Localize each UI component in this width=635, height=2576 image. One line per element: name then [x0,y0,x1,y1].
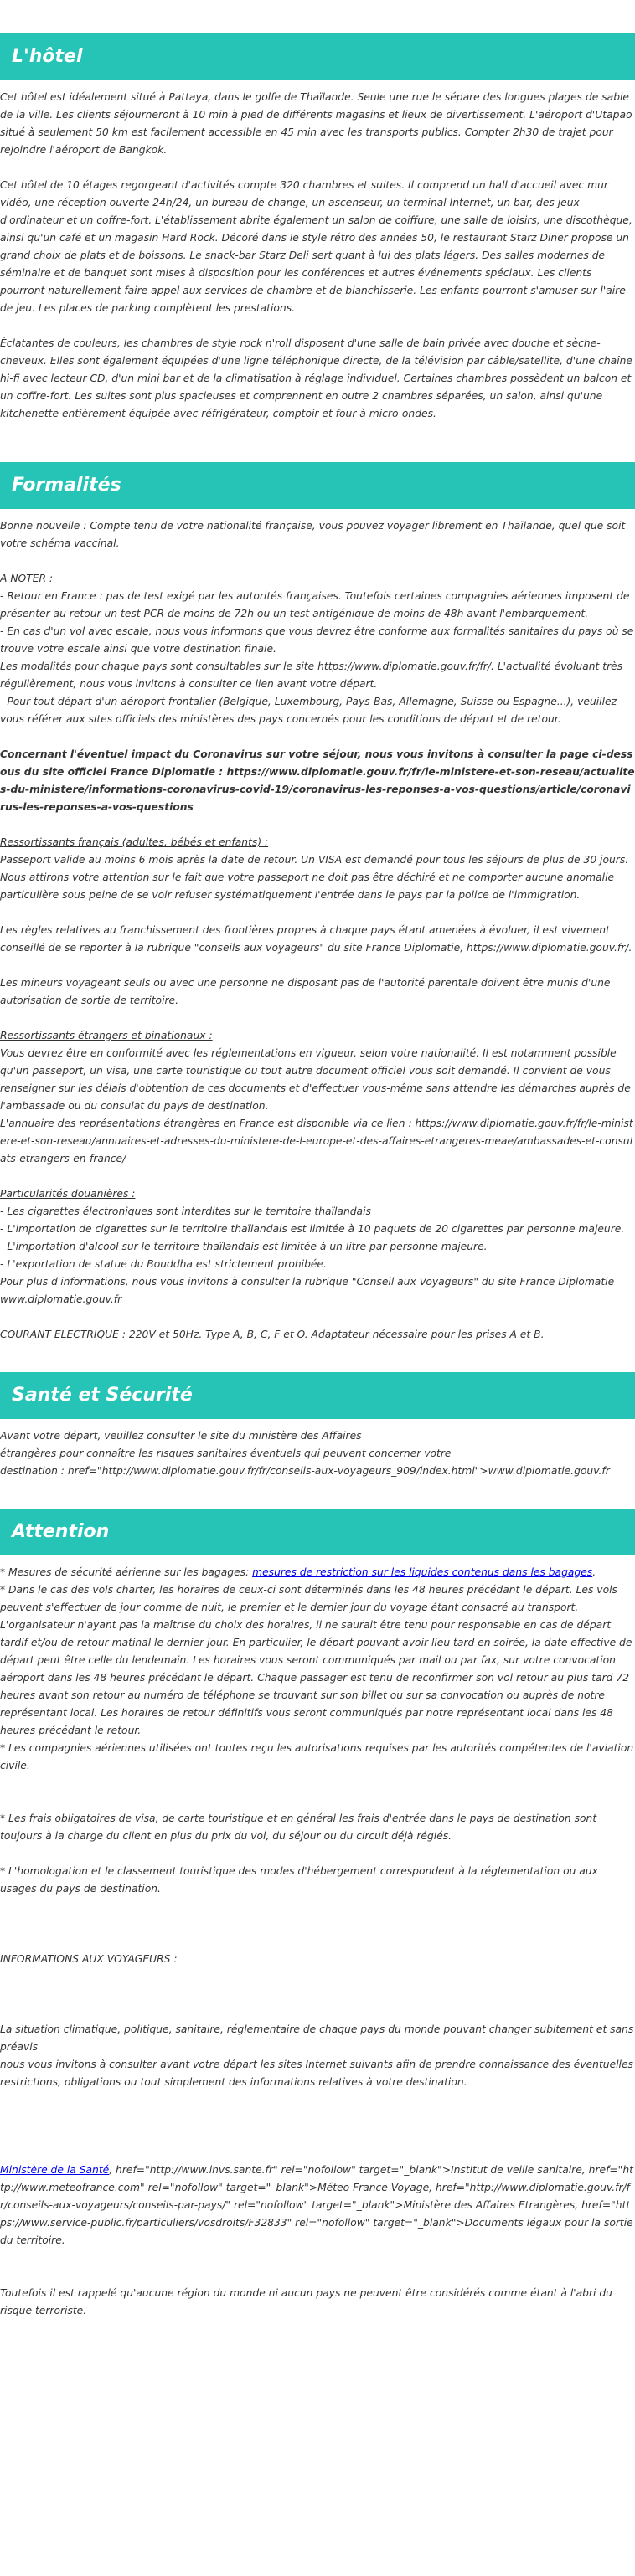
bagages-suffix: . [592,1566,596,1578]
resid-etr-text: Vous devrez être en conformité avec les réglementations en vigueur, selon votre nationalité. Il est notamment possible qu'un passeport, un visa, une carte touristique ou tout autre document officiel vous soit demandé. Il convient de vous renseigner sur les délais d'obtention de ces documents et d'effectuer vous-même sans attendre les démarches auprès de l'ambassade ou du consulat du pays de destination. [0,1047,631,1112]
situation-line: La situation climatique, politique, sanitaire, réglementaire de chaque pays du monde pouvant changer subitement et sans préavis [0,2023,634,2053]
sante-line: Avant votre départ, veuillez consulter le site du ministère des Affaires [0,1430,362,1442]
sante-line: destination : href="http://www.diplomatie.gouv.fr/fr/conseils-aux-voyageurs_909/index.html">www.diplomatie.gouv.fr [0,1465,610,1477]
ministere-sante-link[interactable]: Ministère de la Santé [0,2164,110,2176]
resid-fr-title: Ressortissants français (adultes, bébés et enfants) : [0,836,269,848]
top-spacer [0,0,635,33]
note-title: A NOTER : [0,573,54,584]
bagages-prefix: * Mesures de sécurité aérienne sur les bagages: [0,1566,253,1578]
douane-line: Pour plus d'informations, nous vous invitons à consulter la rubrique "Conseil aux Voyageurs" du site France Diplomatie www.diplomatie.gouv.fr [0,1276,615,1305]
annuaire-text: L'annuaire des représentations étrangères en France est disponible via ce lien : https://www.diplomatie.gouv.fr/fr/le-ministere-et-son-reseau/annuaires-et-adresses-du-ministere-de-l-europe-et-des-affaires-etrangeres-meae/ambassades-et-consulats-etrangers-en-france/ [0,1118,633,1165]
douane-line: - L'importation de cigarettes sur le territoire thaïlandais est limitée à 10 paquets de 20 cigarettes par personne majeure. [0,1223,625,1235]
sites-links-rest: , href="http://www.invs.sante.fr" rel="nofollow" target="_blank">Institut de veille sanitaire, href="http://www.meteofrance.com" rel="nofollow" target="_blank">Méteo France Voyage, href="http://www.diplomatie.gouv.fr/fr/conseils-aux-voyageurs/conseils-par-pays/" rel="nofollow" target="_blank">Ministère des Affaires Etrangères, href="https://www.service-public.fr/particuliers/vosdroits/F32833" rel="nofollow" target="_blank">Documents légaux pour la sortie du territoire. [0,2164,633,2246]
formalites-good-news: Bonne nouvelle : Compte tenu de votre nationalité française, vous pouvez voyager librement en Thaïlande, quel que soit votre schéma vaccinal. [0,520,626,549]
coronavirus-notice: Concernant l'éventuel impact du Coronavirus sur votre séjour, nous vous invitons à consulter la page ci-dessous du site officiel France Diplomatie : https://www.diplomatie.gouv.fr/fr/le-ministere-et-son-reseau/actualites-du-ministere/informations-coronavirus-covid-19/coronavirus-les-reponses-a-vos-questions/article/coronavirus-les-reponses-a-vos-questions [0,748,635,813]
liquides-restriction-link[interactable]: mesures de restriction sur les liquides contenus dans les bagages [252,1566,593,1578]
situation-line: nous vous invitons à consulter avant votre départ les sites Internet suivants afin de prendre connaissance des éventuelles restrictions, obligations ou tout simplement des informations relatives à votre destination. [0,2059,633,2088]
douane-line: - Les cigarettes électroniques sont interdites sur le territoire thaïlandais [0,1206,371,1217]
resid-fr-text: Passeport valide au moins 6 mois après la date de retour. Un VISA est demandé pour tous les séjours de plus de 30 jours. Nous attirons votre attention sur le fait que votre passeport ne doit pas être déchiré et ne comporter aucune anomalie particulière sous peine de se voir refuser systématiquement l'entrée dans le pays par la police de l'immigration. [0,854,629,901]
courant-electrique: COURANT ELECTRIQUE : 220V et 50Hz. Type A, B, C, F et O. Adaptateur nécessaire pour les prises A et B. [0,1329,545,1340]
regles-frontieres: Les règles relatives au franchissement des frontières propres à chaque pays étant amenées à évoluer, il est vivement conseillé de se reporter à la rubrique "conseils aux voyageurs" du site France Diplomatie, https://www.diplomatie.gouv.fr/. [0,924,632,954]
hotel-paragraph-facilities: Cet hôtel de 10 étages regorgeant d'activités compte 320 chambres et suites. Il comprend un hall d'accueil avec mur vidéo, une réception ouverte 24h/24, un bureau de change, un ascenseur, un terminal Internet, un bar, des jeux d'ordinateur et un coffre-fort. L'établissement abrite également un salon de coiffure, une salle de loisirs, une discothèque, ainsi qu'un café et un magasin Hard Rock. Décoré dans le style rétro des années 50, le restaurant Starz Diner propose un grand choix de plats et de boissons. Le snack-bar Starz Deli sert quant à lui des plats légers. Des salles modernes de séminaire et de banquet sont mises à disposition pour les conférences et autres événements spéciaux. Les clients pourront naturellement faire appel aux services de chambre et de blanchisserie. Les enfants pourront s'amuser sur l'aire de jeu. Les places de parking complètent les prestations. [0,179,632,314]
section-header-hotel: L'hôtel [0,33,635,80]
section-header-attention: Attention [0,1509,635,1555]
hotel-paragraph-rooms: Éclatantes de couleurs, les chambres de style rock n'roll disposent d'une salle de bain privée avec douche et sèche-cheveux. Elles sont également équipées d'une ligne téléphonique directe, de la télévision par câble/satellite, d'une chaîne hi-fi avec lecteur CD, d'un mini bar et de la climatisation à réglage individuel. Certaines chambres possèdent un balcon et un coffre-fort. Les suites sont plus spacieuses et comprennent en outre 2 chambres séparées, un salon, ainsi qu'une kitchenette entièrement équipée avec réfrigérateur, comptoir et four à micro-ondes. [0,337,632,419]
attention-content [0,1555,635,2320]
note-line: - Retour en France : pas de test exigé par les autorités françaises. Toutefois certaines compagnies aériennes imposent de présenter au retour un test PCR de moins de 72h ou un test antigénique de moins de 48h avant l'embarquement. [0,590,630,620]
homologation-text: * L'homologation et le classement touristique des modes d'hébergement correspondent à la réglementation ou aux usages du pays de destination. [0,1865,598,1895]
douane-line: - L'exportation de statue du Bouddha est strictement prohibée. [0,1258,327,1270]
terrorisme-text: Toutefois il est rappelé qu'aucune région du monde ni aucun pays ne peuvent être considérés comme étant à l'abri du risque terroriste. [0,2287,612,2316]
douane-line: - L'importation d'alcool sur le territoire thaïlandais est limitée à un litre par personne majeure. [0,1241,488,1252]
resid-etr-title: Ressortissants étrangers et binationaux : [0,1030,213,1041]
charter-flights-text: * Dans le cas des vols charter, les horaires de ceux-ci sont déterminés dans les 48 heures précédant le départ. Les vols peuvent s'effectuer de jour comme de nuit, le premier et le dernier jour du voyage étant consacré au transport. L'organisateur n'ayant pas la maîtrise du choix des horaires, il ne saurait être tenu pour responsable en cas de départ tardif et/ou de retour matinal le dernier jour. En particulier, le départ pouvant avoir lieu tard en soirée, la date effective de départ peut être celle du lendemain. Les horaires vous seront communiqués par mail ou par fax, sur votre convocation aéroport dans les 48 heures précédant le départ. Chaque passager est tenu de reconfirmer son vol retour au plus tard 72 heures avant son retour au numéro de téléphone se trouvant sur son billet ou sur sa convocation ou auprès de notre représentant local. Les horaires de retour définitifs vous seront communiqués par notre représentant local dans les 48 heures précédant le retour. [0,1584,632,1736]
info-voyageurs-title: INFORMATIONS AUX VOYAGEURS : [0,1953,178,1965]
hotel-content [0,80,635,423]
note-line: - Pour tout départ d'un aéroport frontalier (Belgique, Luxembourg, Pays-Bas, Allemagne, Suisse ou Espagne...), veuillez vous référer aux sites officiels des ministères des pays concernés pour les conditions de départ et de retour. [0,696,617,725]
mineurs-text: Les mineurs voyageant seuls ou avec une personne ne disposant pas de l'autorité parentale doivent être munis d'une autorisation de sortie de territoire. [0,977,611,1006]
sante-content [0,1419,635,1480]
sante-line: étrangères pour connaître les risques sanitaires éventuels qui peuvent concerner votre [0,1447,452,1459]
formalites-content [0,509,635,1344]
note-line: - En cas d'un vol avec escale, nous vous informons que vous devrez être conforme aux formalités sanitaires du pays où se trouve votre escale ainsi que votre destination finale. [0,625,634,655]
hotel-paragraph-location: Cet hôtel est idéalement situé à Pattaya, dans le golfe de Thaïlande. Seule une rue le sépare des longues plages de sable de la ville. Les clients séjourneront à 10 min à pied de différents magasins et lieux de divertissement. L'aéroport d'Utapao situé à seulement 50 km est facilement accessible en 45 min avec les transports publics. Compter 2h30 de trajet pour rejoindre l'aéroport de Bangkok. [0,91,632,156]
sites-links [0,2162,635,2250]
frais-visa-text: * Les frais obligatoires de visa, de carte touristique et en général les frais d'entrée dans le pays de destination sont toujours à la charge du client en plus du prix du vol, du séjour ou du circuit déjà réglés. [0,1812,597,1842]
compagnies-text: * Les compagnies aériennes utilisées ont toutes reçu les autorisations requises par les autorités compétentes de l'aviation civile. [0,1742,634,1771]
section-header-sante: Santé et Sécurité [0,1372,635,1419]
note-line: Les modalités pour chaque pays sont consultables sur le site https://www.diplomatie.gouv.fr/fr/. L'actualité évoluant très régulièrement, nous vous invitons à consulter ce lien avant votre départ. [0,661,623,690]
bagages-rule [0,1564,635,1581]
section-header-formalites: Formalités [0,462,635,509]
douane-title: Particularités douanières : [0,1188,136,1200]
